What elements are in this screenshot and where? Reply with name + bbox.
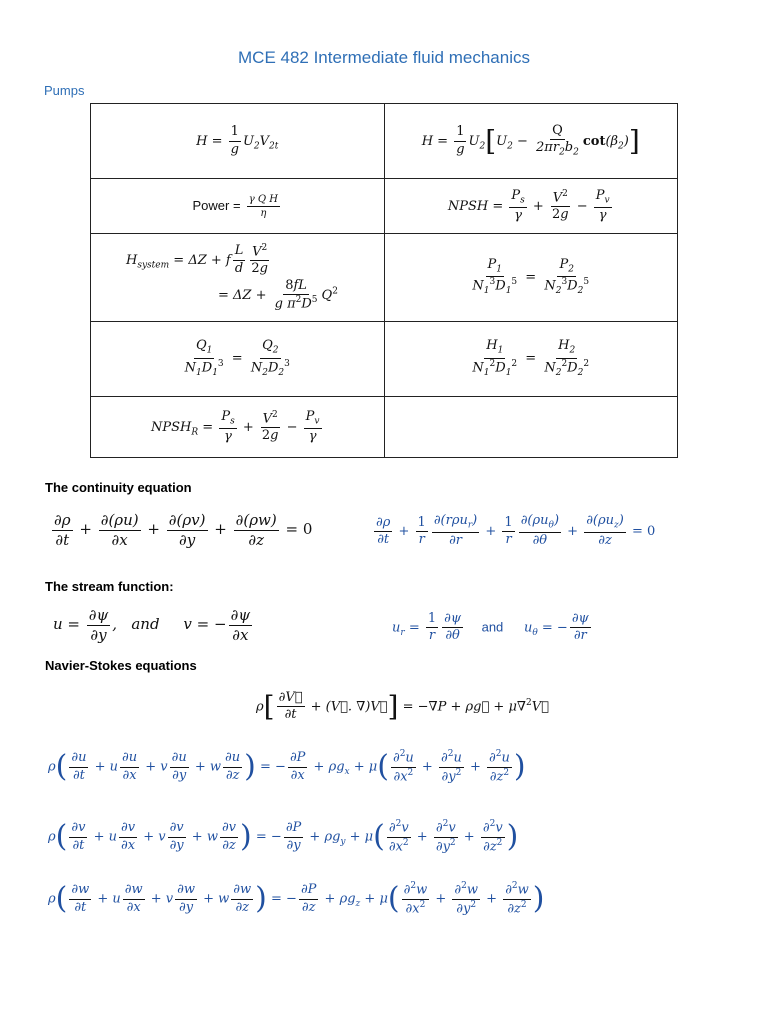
navier-stokes-vector-equation: ρ[ $\frac{\partial V⃗}{\partial t}$ + (V⃗. ∇)V⃗] = −∇P + ρg⃗ + μ∇$^2$V⃗	[256, 689, 549, 723]
page-title: MCE 482 Intermediate fluid mechanics	[238, 48, 530, 67]
equation-npsh-r: $NPSH_R$ = $\frac{P_s}{\gamma}$ + $\frac{V^2}{2g}$ − $\frac{P_v}{\gamma}$	[91, 397, 385, 458]
continuity-cylindrical-equation: $\frac{\partial\rho}{\partial t}$ + $\frac{1}{r}$ $\frac{\partial(r\rho u_r)}{\partial r}$ + $\frac{1}{r}$ $\frac{\partial(\rho u_\theta)}{\partial\theta}$ + $\frac{\partial(\rho u_z)}{\partial z}$ = 0	[376, 513, 656, 549]
equation-head-euler: H = $\frac{1}{g}$ $U_2V_{2t}$	[91, 104, 385, 179]
continuity-cartesian-equation: $\frac{\partial\rho}{\partial t}$ + $\frac{\partial(\rho u)}{\partial x}$ + $\frac{\partial(\rho v)}{\partial y}$ + $\frac{\partial(\rho w)}{\partial z}$ = 0	[54, 511, 313, 549]
equation-head-blade-angle: H = $\frac{1}{g}$ $U_2[U_2$ − $\frac{Q}{2\pi r_2b_2}$ $\cot(\beta_2)$]	[384, 104, 678, 179]
stream-function-cylindrical: $u_r$ = $\frac{1}{r}$ $\frac{\partial\psi}{\partial\theta}$ and $u_\theta$ = − $\frac{\partial\psi}{\partial r}$	[392, 611, 589, 644]
table-row	[91, 104, 678, 179]
navier-stokes-y-equation: ρ( $\frac{\partial v}{\partial t}$ + u $\frac{\partial v}{\partial x}$ + v $\frac{\partial v}{\partial y}$ + w $\frac{\partial v}{\partial z}$ ) = − $\frac{\partial P}{\partial y}$ + $\rho g_y + \mu$( $\frac{\partial^2v}{\partial x^2}$ + $\frac{\partial^2v}{\partial y^2}$ + $\frac{\partial^2v}{\partial z^2}$ )	[48, 819, 519, 855]
section-pumps-heading: Pumps	[44, 83, 85, 98]
equation-head-similarity: $\frac{H_1}{N_1^2D_1^2}$ = $\frac{H_2}{N_2^2D_2^2}$	[384, 322, 678, 397]
table-row	[91, 179, 678, 234]
equation-h-system: $H_{system} = \Delta Z + f$ $\frac{L}{d}$ $\frac{V^2}{2g}$ = ΔZ + $\frac{8fL}{g \pi^2D^5}$ $Q^2$	[91, 234, 385, 322]
equation-flow-similarity: $\frac{Q_1}{N_1D_1^3}$ = $\frac{Q_2}{N_2D_2^3}$	[91, 322, 385, 397]
table-row	[91, 397, 678, 458]
power-label: Power =	[192, 197, 241, 213]
equation-power: Power = $\frac{\text{γ Q H}}{\eta}$	[91, 179, 385, 234]
stream-function-cartesian: u = $\frac{\partial\psi}{\partial y}$ , and v = − $\frac{\partial\psi}{\partial x}$	[53, 606, 251, 644]
equation-power-similarity: $\frac{P_1}{N_1^3D_1^5}$ = $\frac{P_2}{N_2^3D_2^5}$	[384, 234, 678, 322]
table-row	[91, 322, 678, 397]
table-row	[91, 234, 678, 322]
section-navier-heading: Navier-Stokes equations	[45, 658, 197, 673]
equation-npsh: NPSH = $\frac{P_s}{\gamma}$ + $\frac{V^2}{2g}$ − $\frac{P_v}{\gamma}$	[384, 179, 678, 234]
section-stream-heading: The stream function:	[45, 579, 174, 594]
and-label: and	[481, 619, 504, 635]
pump-equations-table	[90, 103, 678, 458]
navier-stokes-z-equation: ρ( $\frac{\partial w}{\partial t}$ + u $\frac{\partial w}{\partial x}$ + v $\frac{\partial w}{\partial y}$ + w $\frac{\partial w}{\partial z}$ ) = − $\frac{\partial P}{\partial z}$ + $\rho g_z + \mu$( $\frac{\partial^2w}{\partial x^2}$ + $\frac{\partial^2w}{\partial y^2}$ + $\frac{\partial^2w}{\partial z^2}$ )	[48, 881, 545, 917]
section-continuity-heading: The continuity equation	[45, 480, 192, 495]
navier-stokes-x-equation: ρ( $\frac{\partial u}{\partial t}$ + u $\frac{\partial u}{\partial x}$ + v $\frac{\partial u}{\partial y}$ + w $\frac{\partial u}{\partial z}$ ) = − $\frac{\partial P}{\partial x}$ + $\rho g_x + \mu$( $\frac{\partial^2u}{\partial x^2}$ + $\frac{\partial^2u}{\partial y^2}$ + $\frac{\partial^2u}{\partial z^2}$ )	[48, 749, 526, 785]
empty-cell	[384, 397, 678, 458]
